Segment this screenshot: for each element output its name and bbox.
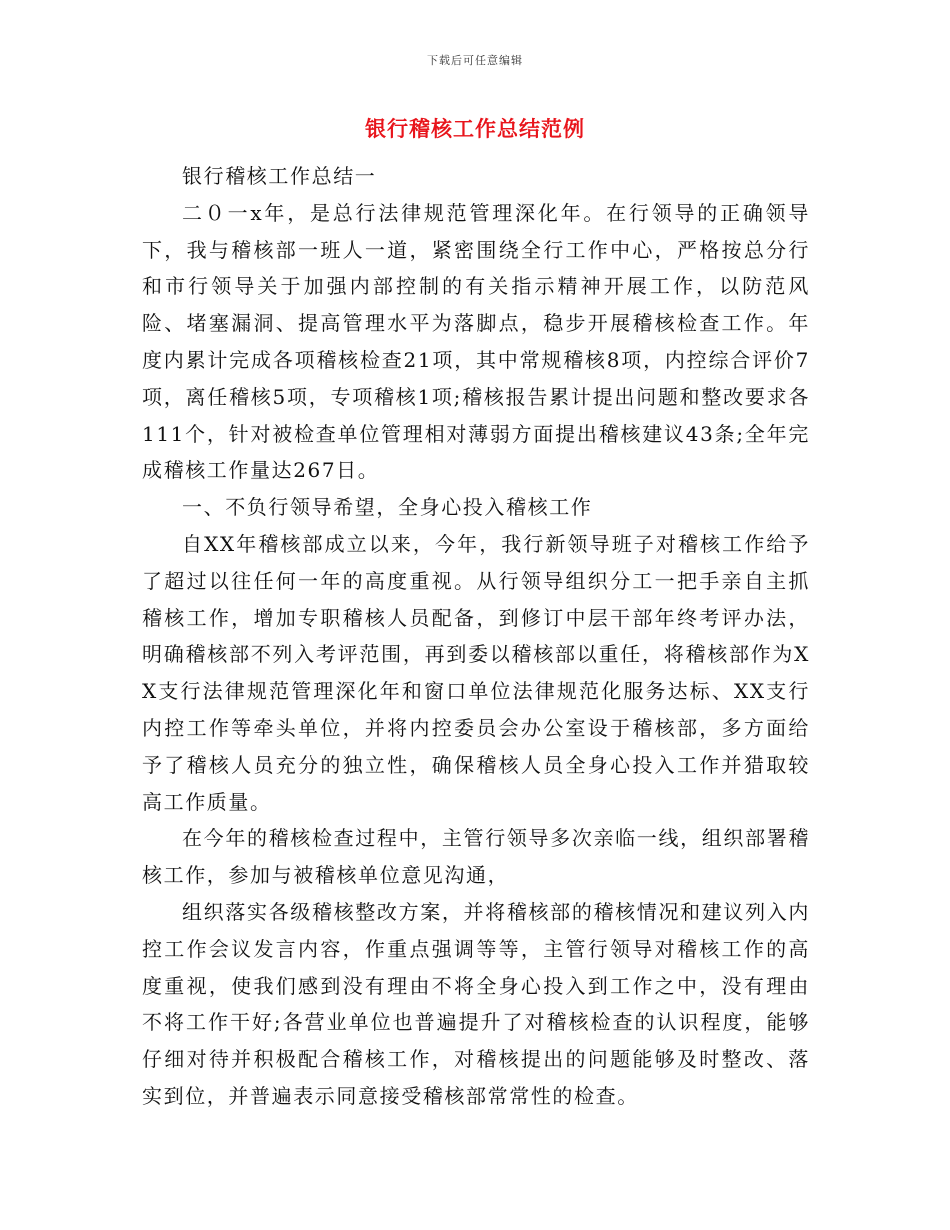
body-paragraph: 在今年的稽核检查过程中，主管行领导多次亲临一线，组织部署稽核工作，参加与被稽核单位意见沟通，	[142, 826, 810, 888]
document-body	[142, 158, 810, 1115]
document-title: 银行稽核工作总结范例	[365, 116, 585, 141]
body-paragraph: 自XX年稽核部成立以来，今年，我行新领导班子对稽核工作给予了超过以往任何一年的高度重视。从行领导组织分工一把手亲自主抓稽核工作，增加专职稽核人员配备，到修订中层干部年终考评办法，明确稽核部不列入考评范围，再到委以稽核部以重任，将稽核部作为XX支行法律规范管理深化年和窗口单位法律规范化服务达标、XX支行内控工作等牵头单位，并将内控委员会办公室设于稽核部，多方面给予了稽核人员充分的独立性，确保稽核人员全身心投入工作并猎取较高工作质量。	[142, 531, 810, 814]
body-paragraph: 二０一x年，是总行法律规范管理深化年。在行领导的正确领导下，我与稽核部一班人一道，紧密围绕全行工作中心，严格按总分行和市行领导关于加强内部控制的有关指示精神开展工作，以防范风险、堵塞漏洞、提高管理水平为落脚点，稳步开展稽核检查工作。年度内累计完成各项稽核检查21项，其中常规稽核8项，内控综合评价7项，离任稽核5项，专项稽核1项;稽核报告累计提出问题和整改要求各111个，针对被检查单位管理相对薄弱方面提出稽核建议43条;全年完成稽核工作量达267日。	[142, 200, 810, 483]
section-heading: 银行稽核工作总结一	[182, 164, 377, 188]
body-paragraph: 组织落实各级稽核整改方案，并将稽核部的稽核情况和建议列入内控工作会议发言内容，作重点强调等等，主管行领导对稽核工作的高度重视，使我们感到没有理由不将全身心投入到工作之中，没有理由不将工作干好;各营业单位也普遍提升了对稽核检查的认识程度，能够仔细对待并积极配合稽核工作，对稽核提出的问题能够及时整改、落实到位，并普遍表示同意接受稽核部常常性的检查。	[142, 899, 810, 1108]
section-heading: 一、不负行领导希望，全身心投入稽核工作	[182, 495, 593, 520]
page-header-note: 下载后可任意编辑	[427, 54, 523, 67]
